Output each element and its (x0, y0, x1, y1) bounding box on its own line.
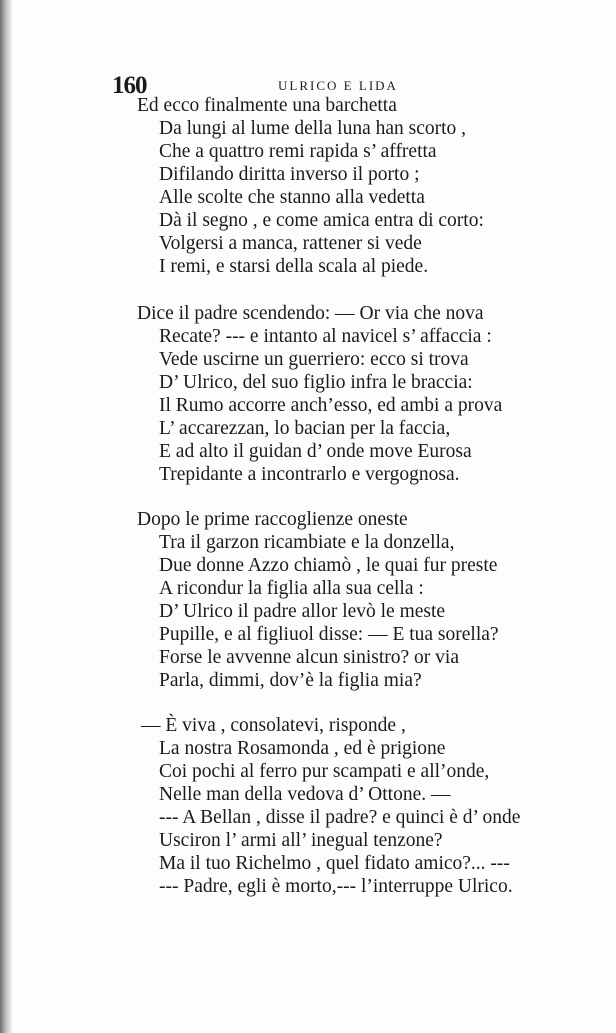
verse-line: D’ Ulrico, del suo figlio infra le braccia: (159, 372, 473, 393)
verse-line: Forse le avvenne alcun sinistro? or via (159, 647, 459, 668)
verse-line: Ma il tuo Richelmo , quel fidato amico?... --- (159, 853, 510, 874)
verse-line: Pupille, e al figliuol disse: — E tua sorella? (159, 624, 499, 645)
verse-line: Parla, dimmi, dov’è la figlia mia? (159, 670, 422, 691)
verse-line: Dopo le prime raccoglienze oneste (137, 509, 408, 530)
verse-line: Alle scolte che stanno alla vedetta (159, 187, 425, 208)
verse-line: Recate? --- e intanto al navicel s’ affaccia : (159, 326, 492, 347)
verse-line: — È viva , consolatevi, risponde , (141, 715, 406, 736)
verse-line: Ed ecco finalmente una barchetta (137, 95, 397, 116)
verse-line: Da lungi al lume della luna han scorto , (159, 118, 467, 139)
verse-line: Tra il garzon ricambiate e la donzella, (159, 532, 455, 553)
verse-line: E ad alto il guidan d’ onde move Eurosa (159, 441, 472, 462)
verse-line: Dice il padre scendendo: — Or via che nova (137, 303, 484, 324)
verse-line: Nelle man della vedova d’ Ottone. — (159, 784, 451, 805)
verse-line: A ricondur la figlia alla sua cella : (159, 578, 424, 599)
verse-line: Il Rumo accorre anch’esso, ed ambi a prova (159, 395, 503, 416)
verse-line: Che a quattro remi rapida s’ affretta (159, 141, 437, 162)
verse-line: Dà il segno , e come amica entra di corto: (159, 210, 484, 231)
verse-line: Trepidante a incontrarlo e vergognosa. (159, 464, 460, 485)
page-binding-edge (0, 0, 12, 1033)
verse-line: Coi pochi al ferro pur scampati e all’onde, (159, 761, 490, 782)
verse-line: La nostra Rosamonda , ed è prigione (159, 738, 446, 759)
verse-line: Difilando diritta inverso il porto ; (159, 164, 420, 185)
verse-line: Due donne Azzo chiamò , le quai fur preste (159, 555, 498, 576)
verse-line: Volgersi a manca, rattener si vede (159, 233, 422, 254)
verse-line: --- Padre, egli è morto,--- l’interruppe Ulrico. (159, 876, 513, 897)
page-number: 160 (112, 72, 147, 99)
verse-line: L’ accarezzan, lo bacian per la faccia, (159, 418, 451, 439)
verse-line: Vede uscirne un guerriero: ecco si trova (159, 349, 469, 370)
verse-line: --- A Bellan , disse il padre? e quinci è d’ onde (159, 807, 521, 828)
verse-line: D’ Ulrico il padre allor levò le meste (159, 601, 446, 622)
running-head: ULRICO E LIDA (278, 78, 398, 93)
verse-line: I remi, e starsi della scala al piede. (159, 256, 429, 277)
verse-line: Usciron l’ armi all’ inegual tenzone? (159, 830, 443, 851)
